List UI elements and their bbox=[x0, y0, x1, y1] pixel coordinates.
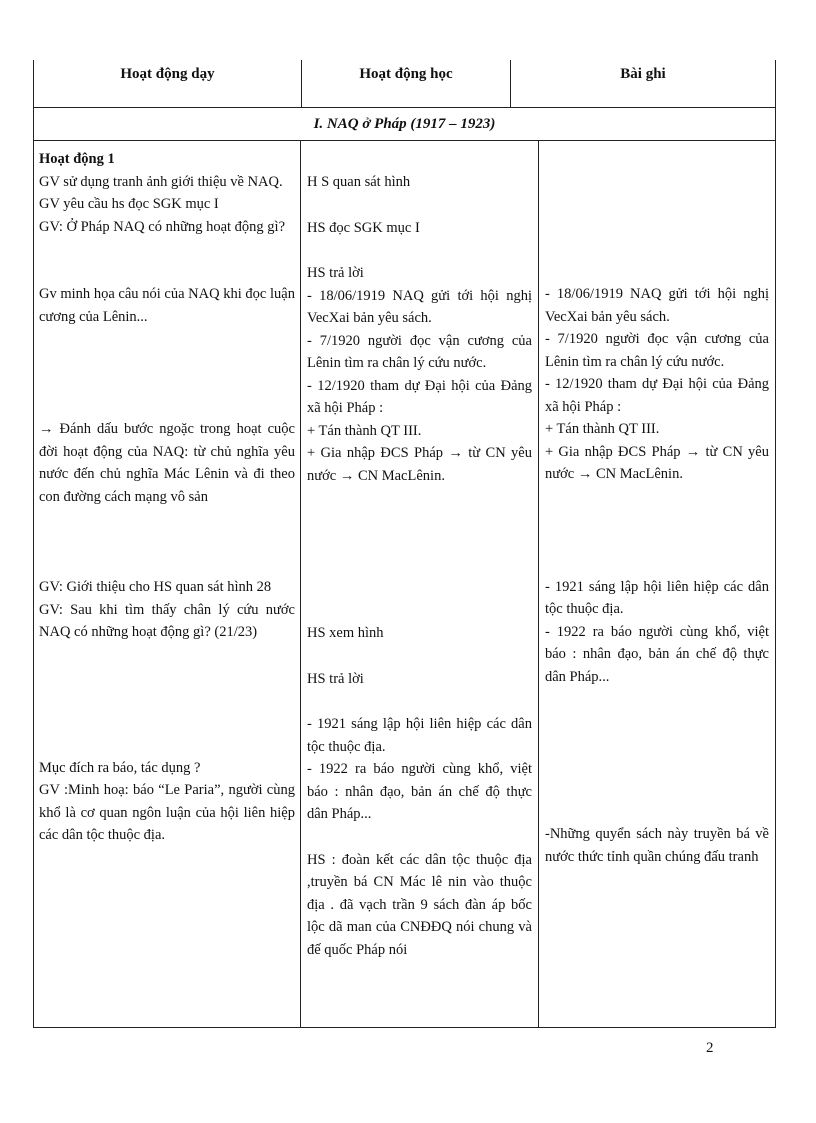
learning-item: + Gia nhập ĐCS Pháp → từ CN yêu nước → CN MacLênin. bbox=[307, 445, 532, 484]
header-learning-activity: Hoạt động học bbox=[359, 66, 453, 82]
body-divider-2 bbox=[538, 140, 539, 1028]
teaching-item: GV :Minh hoạ: báo “Le Paria”, người cùng khổ là cơ quan ngôn luận của hội liên hiệp các dân tộc thuộc địa. bbox=[39, 782, 295, 843]
learning-item: - 1921 sáng lập hội liên hiệp các dân tộc thuộc địa. bbox=[307, 716, 532, 755]
body-divider-1 bbox=[300, 140, 301, 1028]
learning-item: - 18/06/1919 NAQ gửi tới hội nghị VecXai bản yêu sách. bbox=[307, 287, 532, 326]
table-border-right bbox=[775, 60, 776, 1028]
teaching-item: Gv minh họa câu nói của NAQ khi đọc luận cương của Lênin... bbox=[39, 286, 295, 325]
teaching-item: GV yêu cầu hs đọc SGK mục I bbox=[39, 196, 219, 212]
note-item: - 1921 sáng lập hội liên hiệp các dân tộc thuộc địa. bbox=[545, 578, 769, 617]
learning-item: + Tán thành QT III. bbox=[307, 422, 422, 439]
learning-item: HS xem hình bbox=[307, 625, 384, 641]
notes-column bbox=[545, 148, 769, 868]
teaching-column bbox=[39, 148, 295, 847]
note-item: + Gia nhập ĐCS Pháp → từ CN yêu nước → CN MacLênin. bbox=[545, 443, 769, 482]
learning-column bbox=[307, 148, 532, 961]
activity-heading: Hoạt động 1 bbox=[39, 151, 115, 167]
note-item: - 18/06/1919 NAQ gửi tới hội nghị VecXai bản yêu sách. bbox=[545, 286, 769, 325]
note-item: + Tán thành QT III. bbox=[545, 421, 660, 437]
note-item: - 1922 ra báo người cùng khổ, việt báo : nhân đạo, bản án chế độ thực dân Pháp... bbox=[545, 623, 769, 685]
section-bottom-rule bbox=[33, 140, 776, 141]
teaching-item: Mục đích ra báo, tác dụng ? bbox=[39, 759, 201, 776]
learning-item: HS : đoàn kết các dân tộc thuộc địa ,truyền bá CN Mác lê nin vào thuộc địa . đã vạch trần 9 sách đàn áp bốc lộc dã man của CNĐĐQ nói chung và đế quốc Pháp nói bbox=[307, 851, 532, 958]
learning-item: HS đọc SGK mục I bbox=[307, 219, 420, 236]
teaching-item: GV: Ở Pháp NAQ có những hoạt động gì? bbox=[39, 218, 286, 235]
teaching-item: GV: Sau khi tìm thấy chân lý cứu nước NAQ có những hoạt động gì? (21/23) bbox=[39, 601, 295, 640]
learning-item: - 12/1920 tham dự Đại hội của Đảng xã hội Pháp : bbox=[307, 377, 532, 416]
learning-item: - 1922 ra báo người cùng khổ, việt báo : nhân đạo, bản án chế độ thực dân Pháp... bbox=[307, 761, 532, 822]
teaching-item: GV sử dụng tranh ảnh giới thiệu về NAQ. bbox=[39, 173, 283, 190]
note-item: - 12/1920 tham dự Đại hội của Đảng xã hội Pháp : bbox=[545, 376, 769, 415]
learning-item: HS trả lời bbox=[307, 265, 364, 281]
learning-item: - 7/1920 người đọc vận cương của Lênin tìm ra chân lý cứu nước. bbox=[307, 332, 532, 371]
teaching-item: GV: Giới thiệu cho HS quan sát hình 28 bbox=[39, 579, 272, 595]
table-border-left bbox=[33, 60, 34, 1028]
table-bottom-rule bbox=[33, 1027, 776, 1028]
page-number: 2 bbox=[706, 1040, 714, 1056]
header-notes: Bài ghi bbox=[620, 66, 666, 82]
header-bottom-rule bbox=[33, 107, 776, 108]
section-title: I. NAQ ở Pháp (1917 – 1923) bbox=[313, 116, 496, 132]
note-item: -Những quyển sách này truyền bá về nước thức tỉnh quần chúng đấu tranh bbox=[545, 826, 769, 865]
learning-item: HS trả lời bbox=[307, 670, 364, 687]
teaching-item: → Đánh dấu bước ngoặc trong hoạt cuộc đời hoạt động của NAQ: từ chủ nghĩa yêu nước đến chủ nghĩa Mác Lênin và đi theo con đường cách mạng vô sản bbox=[39, 421, 295, 505]
header-teaching-activity: Hoạt động dạy bbox=[120, 66, 215, 82]
learning-item: H S quan sát hình bbox=[307, 174, 411, 190]
note-item: - 7/1920 người đọc vận cương của Lênin tìm ra chân lý cứu nước. bbox=[545, 331, 769, 370]
